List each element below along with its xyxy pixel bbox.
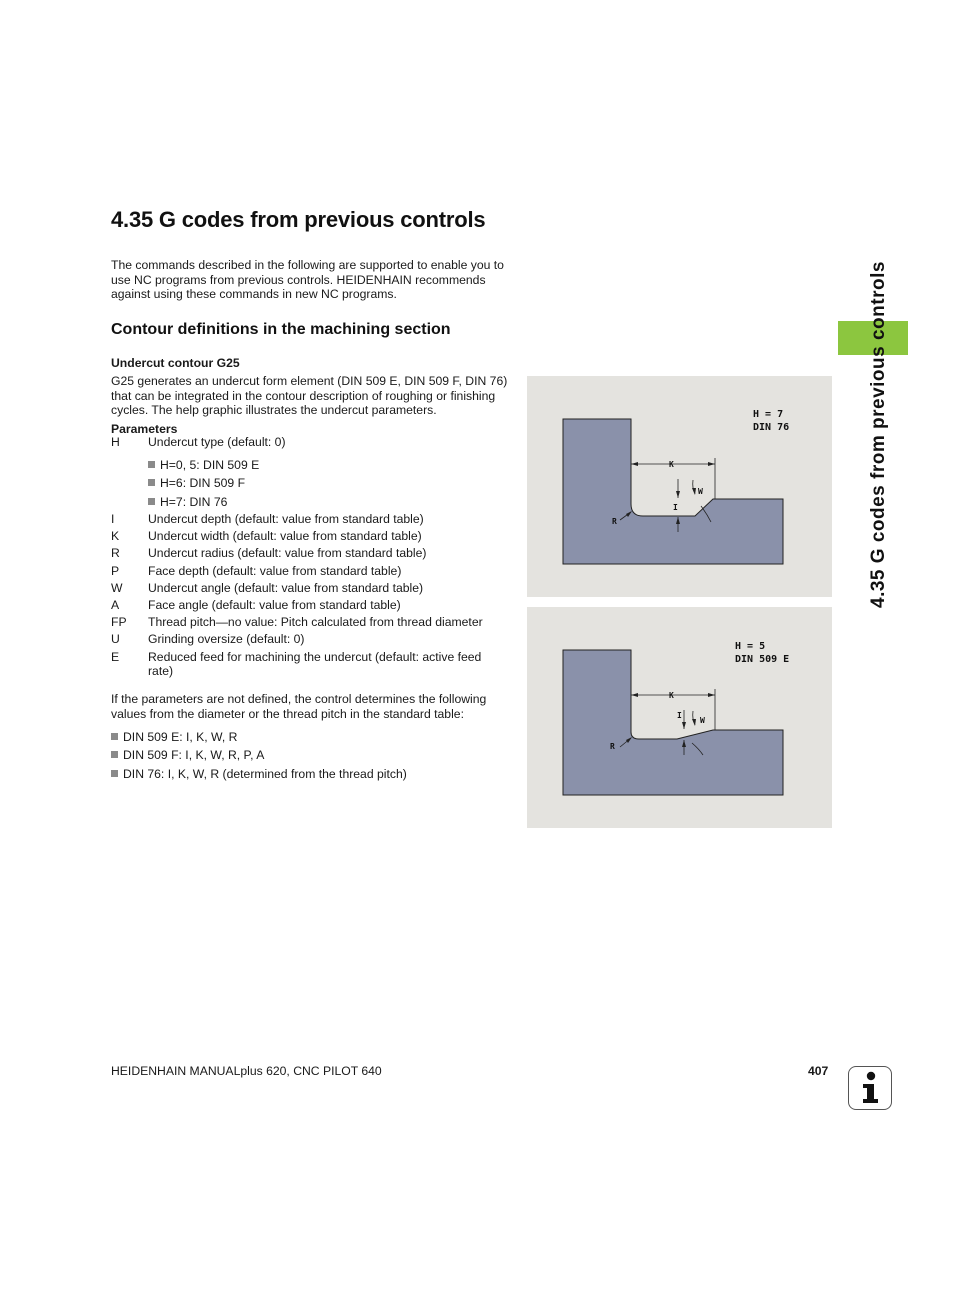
- list-item: DIN 76: I, K, W, R (determined from the thread pitch): [111, 767, 407, 781]
- bullet-square-icon: [148, 498, 155, 505]
- h-label: H = 7: [753, 409, 784, 420]
- page-number: 407: [808, 1064, 829, 1078]
- param-desc: Undercut width (default: value from standard table): [148, 529, 422, 543]
- label-r: R: [612, 517, 617, 526]
- param-key: U: [111, 632, 120, 646]
- bullet-square-icon: [111, 733, 118, 740]
- label-i: I: [673, 503, 678, 512]
- label-i: I: [677, 711, 682, 720]
- param-desc: Reduced feed for machining the undercut (default: active feed rate): [148, 650, 482, 678]
- undercut-diagram: [527, 376, 832, 597]
- info-icon: [848, 1066, 892, 1110]
- intro-paragraph: The commands described in the following are supported to enable you to use NC programs from previous controls. HEIDENHAIN recommends against using these commands in new NC programs.: [111, 258, 504, 301]
- param-desc: Undercut type (default: 0): [148, 435, 286, 449]
- param-key: H: [111, 435, 120, 449]
- bullet-square-icon: [111, 751, 118, 758]
- section-title: Contour definitions in the machining section: [111, 321, 451, 338]
- param-key: I: [111, 512, 115, 526]
- param-desc: Thread pitch—no value: Pitch calculated from thread diameter: [148, 615, 483, 629]
- param-key: W: [111, 581, 123, 595]
- workpiece-shape: [563, 650, 783, 795]
- param-key: FP: [111, 615, 127, 629]
- param-desc: Undercut depth (default: value from standard table): [148, 512, 424, 526]
- parameters-title: Parameters: [111, 422, 178, 436]
- footer-text: HEIDENHAIN MANUALplus 620, CNC PILOT 640: [111, 1064, 382, 1078]
- workpiece-shape: [563, 419, 783, 564]
- param-desc: Undercut radius (default: value from standard table): [148, 546, 427, 560]
- bullet-square-icon: [148, 461, 155, 468]
- param-key: R: [111, 546, 120, 560]
- h-option: H=7: DIN 76: [148, 495, 227, 509]
- param-desc: Face depth (default: value from standard table): [148, 564, 402, 578]
- bullet-square-icon: [148, 479, 155, 486]
- sidebar-title: 4.35 G codes from previous controls: [868, 261, 889, 608]
- param-desc: Undercut angle (default: value from standard table): [148, 581, 424, 595]
- h-option: H=6: DIN 509 F: [148, 476, 245, 490]
- undercut-diagram: [527, 607, 832, 828]
- param-key: E: [111, 650, 120, 664]
- label-k: K: [669, 460, 674, 469]
- label-r: R: [610, 742, 615, 751]
- undercut-figure-din76: [527, 376, 832, 597]
- din-label: DIN 509 E: [735, 654, 790, 665]
- param-desc: Face angle (default: value from standard table): [148, 598, 401, 612]
- din-label: DIN 76: [753, 422, 790, 433]
- table-note-paragraph: If the parameters are not defined, the control determines the following values from the diameter or the thread pitch in the standard table:: [111, 692, 487, 721]
- h-option: H=0, 5: DIN 509 E: [148, 458, 259, 472]
- undercut-figure-din509e: [527, 607, 832, 828]
- label-k: K: [669, 691, 674, 700]
- param-key: A: [111, 598, 120, 612]
- param-key: P: [111, 564, 120, 578]
- label-w: W: [700, 716, 705, 725]
- param-key: K: [111, 529, 120, 543]
- list-item: DIN 509 E: I, K, W, R: [111, 730, 237, 744]
- list-item: DIN 509 F: I, K, W, R, P, A: [111, 748, 264, 762]
- h-label: H = 5: [735, 641, 766, 652]
- bullet-square-icon: [111, 770, 118, 777]
- g25-title: Undercut contour G25: [111, 356, 240, 370]
- label-w: W: [698, 487, 703, 496]
- g25-description: G25 generates an undercut form element (DIN 509 E, DIN 509 F, DIN 76) that can be integrated in the contour description of roughing or finishing cycles. The help graphic illustrates the undercut parameters.: [111, 374, 508, 417]
- param-desc: Grinding oversize (default: 0): [148, 632, 305, 646]
- page-title: 4.35 G codes from previous controls: [111, 207, 486, 232]
